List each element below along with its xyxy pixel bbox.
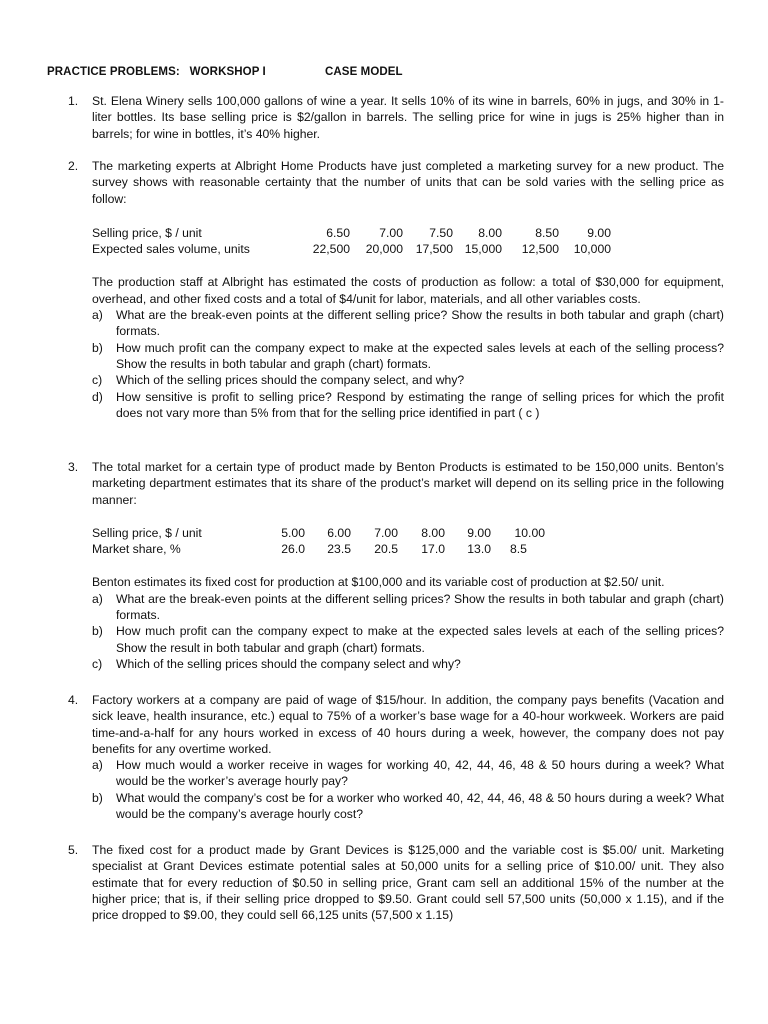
row-label: Market share, %: [92, 542, 181, 557]
problem-number: 3.: [68, 460, 79, 474]
cost-paragraph: The production staff at Albright has estimated the costs of production as follow: a total of $30,000 for equipment, overhead, and other fixed costs and a total of $4/unit for labor, materials, and all other variables costs.: [92, 275, 724, 306]
question-list: [92, 307, 724, 421]
cost-paragraph: Benton estimates its fixed cost for production at $100,000 and its variable cost of production at $2.50/ unit.: [92, 575, 665, 590]
item-label: a): [92, 591, 103, 606]
problem-number: 4.: [68, 693, 79, 707]
table-cell: 20.5: [374, 542, 398, 557]
list-item: [92, 389, 724, 422]
list-item: [92, 623, 724, 656]
table-cell: 8.00: [421, 525, 445, 540]
item-text: What are the break-even points at the different selling prices? Show the results in both tabular and graph (chart) formats.: [116, 591, 724, 623]
table-cell: 10,000: [573, 242, 611, 257]
problem-3: [68, 459, 724, 672]
question-list: [92, 591, 724, 672]
item-text: Which of the selling prices should the company select, and why?: [116, 373, 465, 388]
table-cell: 17.0: [421, 542, 445, 557]
table-cell: 5.00: [281, 525, 305, 540]
table-row: [92, 225, 611, 241]
list-item: [92, 307, 724, 340]
table-cell: 20,000: [365, 242, 403, 257]
item-text: What would the company’s cost be for a worker who worked 40, 42, 44, 46, 48 & 50 hours during a week? What would be the company’s average hourly cost?: [116, 790, 724, 822]
row-label: Selling price, $ / unit: [92, 225, 202, 240]
table-cell: 15,000: [464, 242, 502, 257]
item-text: How much profit can the company expect to make at the expected sales levels at each of the selling prices? Show the result in both tabular and graph (chart) formats.: [116, 624, 724, 655]
list-item: [92, 757, 724, 790]
problem-number: 5.: [68, 843, 79, 857]
table-cell: 17,500: [415, 242, 453, 257]
item-label: a): [92, 758, 103, 773]
list-item: [92, 656, 724, 672]
problem-number: 2.: [68, 159, 79, 173]
problem-4: [68, 692, 724, 822]
problem-intro: Factory workers at a company are paid of wage of $15/hour. In addition, the company pays benefits (Vacation and sick leave, health insurance, etc.) equal to 75% of a worker’s base wage for a 40-hour workweek. Workers are paid time-and-a-half for any hours worked in excess of 40 hours during a week, however, the company does not pay benefits for any overtime worked.: [92, 693, 724, 756]
problem-1: [68, 93, 724, 142]
header-case-model: CASE MODEL: [325, 66, 403, 78]
table-cell: 7.00: [374, 525, 398, 540]
problem-intro: The marketing experts at Albright Home Products have just completed a marketing survey for a new product. The survey shows with reasonable certainty that the number of units that can be sold varies with the selling price as follow:: [92, 159, 724, 206]
item-text: How much profit can the company expect to make at the expected sales levels at each of the selling process? Show the results in both tabular and graph (chart) formats.: [116, 340, 724, 371]
item-text: What are the break-even points at the different selling price? Show the results in both tabular and graph (chart) formats.: [116, 308, 724, 339]
item-text: How much would a worker receive in wages for working 40, 42, 44, 46, 48 & 50 hours during a week? What would be the worker’s average hourly pay?: [116, 758, 724, 789]
problem-text: St. Elena Winery sells 100,000 gallons of wine a year. It sells 10% of its wine in barrels, 60% in jugs, and 30% in 1-liter bottles. Its base selling price is $2/gallon in barrels. The selling price for wine in jugs is 25% higher than in barrels; for wine in bottles, it’s 40% higher.: [92, 94, 724, 141]
table-cell: 9.00: [587, 225, 611, 240]
table-cell: 22,500: [312, 242, 350, 257]
table-cell: 7.00: [379, 225, 403, 240]
list-item: [92, 340, 724, 373]
header-title: PRACTICE PROBLEMS: WORKSHOP I: [47, 66, 266, 78]
table-cell: 7.50: [429, 225, 453, 240]
item-label: b): [92, 790, 103, 805]
table-row: [92, 525, 545, 541]
list-item: [92, 372, 724, 388]
table-cell: 6.50: [326, 225, 350, 240]
table-row: [92, 241, 611, 257]
problem-intro: The total market for a certain type of product made by Benton Products is estimated to be 150,000 units. Benton’s marketing department estimates that its share of the product’s market will depend on its selling price in the following manner:: [92, 460, 724, 507]
problem-number: 1.: [68, 94, 79, 108]
problem-2: [68, 158, 724, 421]
item-label: c): [92, 656, 103, 671]
item-label: a): [92, 308, 103, 323]
problem-5: [68, 842, 724, 923]
item-label: b): [92, 340, 103, 355]
table-row: [92, 541, 545, 557]
item-text: Which of the selling prices should the company select and why?: [116, 656, 461, 671]
item-text: How sensitive is profit to selling price? Respond by estimating the range of selling prices for which the profit does not vary more than 5% from that for the selling price identified in part ( c ): [116, 389, 724, 420]
table-cell: 8.5: [510, 542, 527, 557]
table-cell: 6.00: [327, 525, 351, 540]
row-label: Selling price, $ / unit: [92, 525, 202, 540]
table-cell: 9.00: [467, 525, 491, 540]
problem-text: The fixed cost for a product made by Grant Devices is $125,000 and the variable cost is $5.00/ unit. Marketing specialist at Grant Devices estimate potential sales at 50,000 units for a selling price of $10.00/ unit. They also estimate that for every reduction of $0.50 in selling price, Grant cam sell an additional 15% of the number at the higher price; that is, if their selling price dropped to $9.50. Grant could sell 57,500 units (50,000 x 1.15), and if the price dropped to $9.00, they could sell 66,125 units (57,500 x 1.15): [92, 843, 724, 923]
item-label: c): [92, 373, 103, 388]
table-cell: 8.50: [535, 225, 559, 240]
list-item: [92, 790, 724, 823]
table-cell: 23.5: [327, 542, 351, 557]
price-volume-table: [92, 225, 611, 258]
table-cell: 13.0: [467, 542, 491, 557]
table-cell: 26.0: [281, 542, 305, 557]
question-list: [92, 757, 724, 822]
table-cell: 10.00: [514, 525, 545, 540]
list-item: [92, 591, 724, 624]
item-label: d): [92, 389, 103, 404]
price-share-table: [92, 525, 545, 558]
row-label: Expected sales volume, units: [92, 242, 250, 257]
table-cell: 8.00: [478, 225, 502, 240]
table-cell: 12,500: [521, 242, 559, 257]
item-label: b): [92, 624, 103, 639]
